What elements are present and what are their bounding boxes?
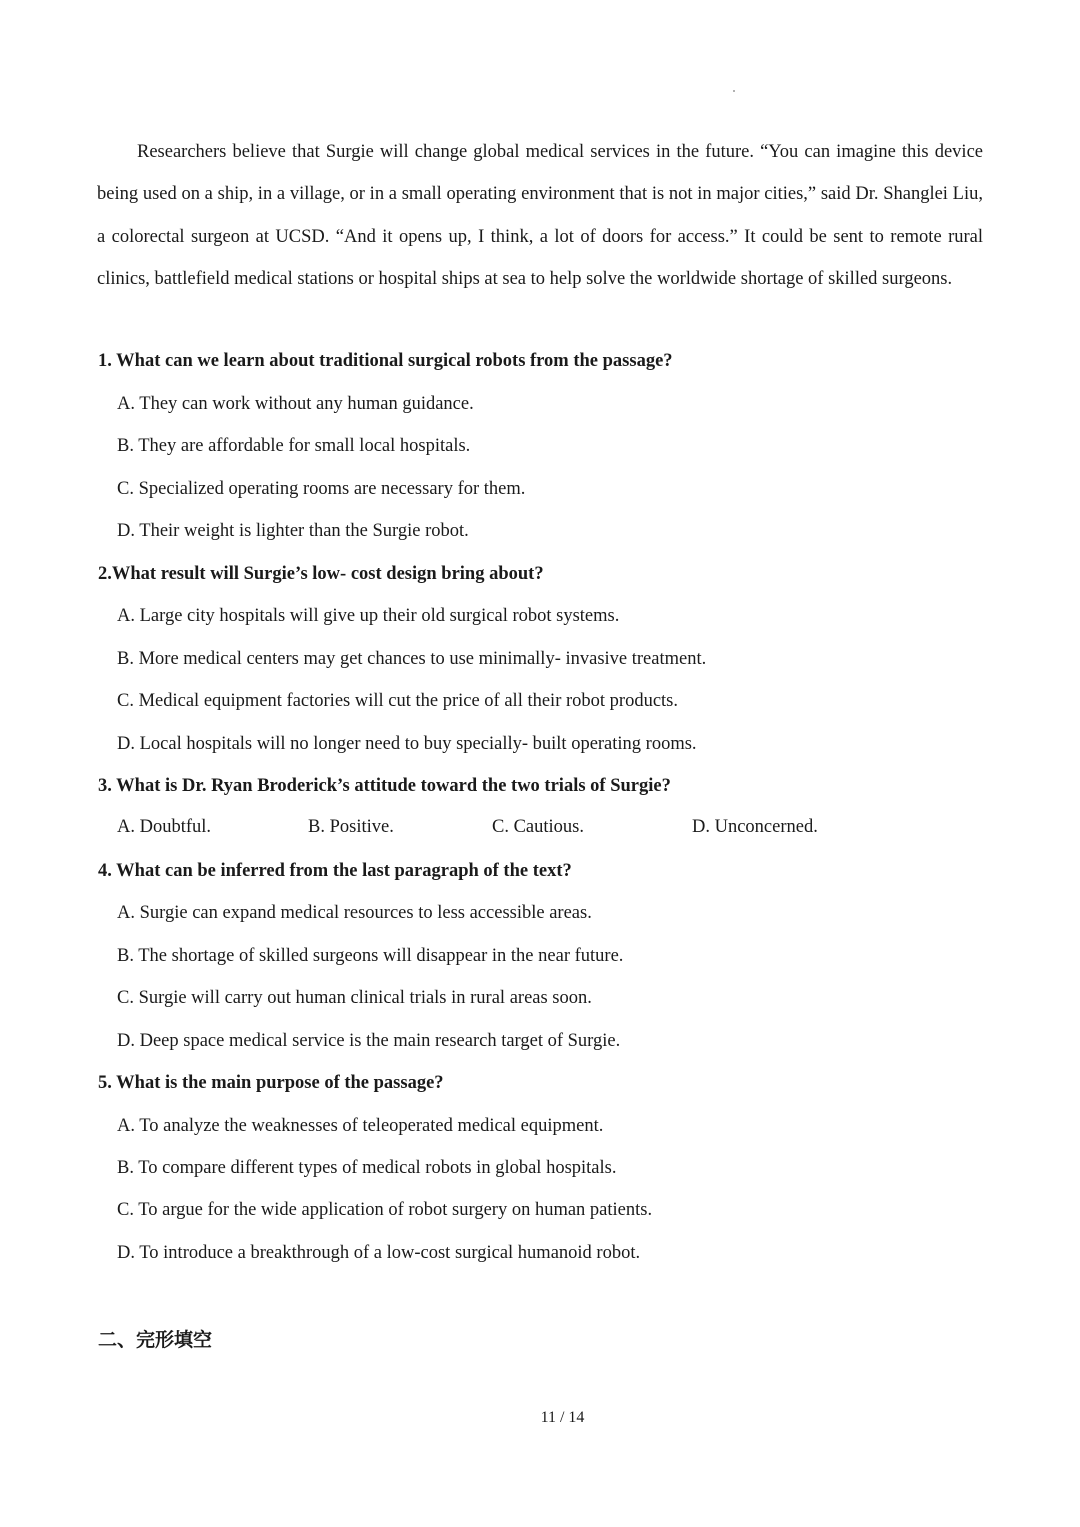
question-2-option-d: D. Local hospitals will no longer need to buy specially- built operating rooms. bbox=[117, 734, 697, 754]
question-1-option-b: B. They are affordable for small local hospitals. bbox=[117, 436, 471, 456]
question-3-option-c: C. Cautious. bbox=[492, 817, 584, 837]
page-number: 11 / 14 bbox=[540, 1409, 585, 1426]
question-2-option-c: C. Medical equipment factories will cut the price of all their robot products. bbox=[117, 691, 678, 711]
question-5-stem: 5. What is the main purpose of the passage? bbox=[98, 1073, 444, 1093]
question-4-option-d: D. Deep space medical service is the main research target of Surgie. bbox=[117, 1031, 621, 1051]
passage-paragraph: Researchers believe that Surgie will change global medical services in the future. “You can imagine this device being used on a ship, in a village, or in a small operating environment that is not in major cities,” said Dr. Shanglei Liu, a colorectal surgeon at UCSD. “And it opens up, I think, a lot of doors for access.” It could be sent to remote rural clinics, battlefield medical stations or hospital ships at sea to help solve the worldwide shortage of skilled surgeons. bbox=[97, 142, 983, 290]
question-5-option-c: C. To argue for the wide application of robot surgery on human patients. bbox=[117, 1200, 653, 1220]
question-5-option-a: A. To analyze the weaknesses of teleoperated medical equipment. bbox=[117, 1116, 604, 1136]
question-3-option-b: B. Positive. bbox=[308, 817, 394, 837]
speck bbox=[733, 90, 735, 92]
question-5-option-b: B. To compare different types of medical robots in global hospitals. bbox=[117, 1158, 617, 1178]
question-2-stem: 2.What result will Surgie’s low- cost design bring about? bbox=[98, 564, 544, 584]
question-1-option-d: D. Their weight is lighter than the Surgie robot. bbox=[117, 521, 469, 541]
question-2-option-b: B. More medical centers may get chances to use minimally- invasive treatment. bbox=[117, 649, 707, 669]
question-2-option-a: A. Large city hospitals will give up their old surgical robot systems. bbox=[117, 606, 620, 626]
question-1-option-c: C. Specialized operating rooms are necessary for them. bbox=[117, 479, 526, 499]
section-heading: 二、完形填空 bbox=[98, 1329, 213, 1351]
question-3-stem: 3. What is Dr. Ryan Broderick’s attitude toward the two trials of Surgie? bbox=[98, 776, 671, 796]
question-3-option-a: A. Doubtful. bbox=[117, 817, 212, 837]
question-1-option-a: A. They can work without any human guidance. bbox=[117, 394, 474, 414]
question-1-stem: 1. What can we learn about traditional surgical robots from the passage? bbox=[98, 351, 673, 371]
question-3-option-d: D. Unconcerned. bbox=[692, 817, 818, 837]
question-4-stem: 4. What can be inferred from the last paragraph of the text? bbox=[98, 861, 572, 881]
question-4-option-c: C. Surgie will carry out human clinical trials in rural areas soon. bbox=[117, 988, 592, 1008]
question-4-option-a: A. Surgie can expand medical resources to less accessible areas. bbox=[117, 903, 592, 923]
question-4-option-b: B. The shortage of skilled surgeons will disappear in the near future. bbox=[117, 946, 624, 966]
question-5-option-d: D. To introduce a breakthrough of a low-cost surgical humanoid robot. bbox=[117, 1243, 641, 1263]
